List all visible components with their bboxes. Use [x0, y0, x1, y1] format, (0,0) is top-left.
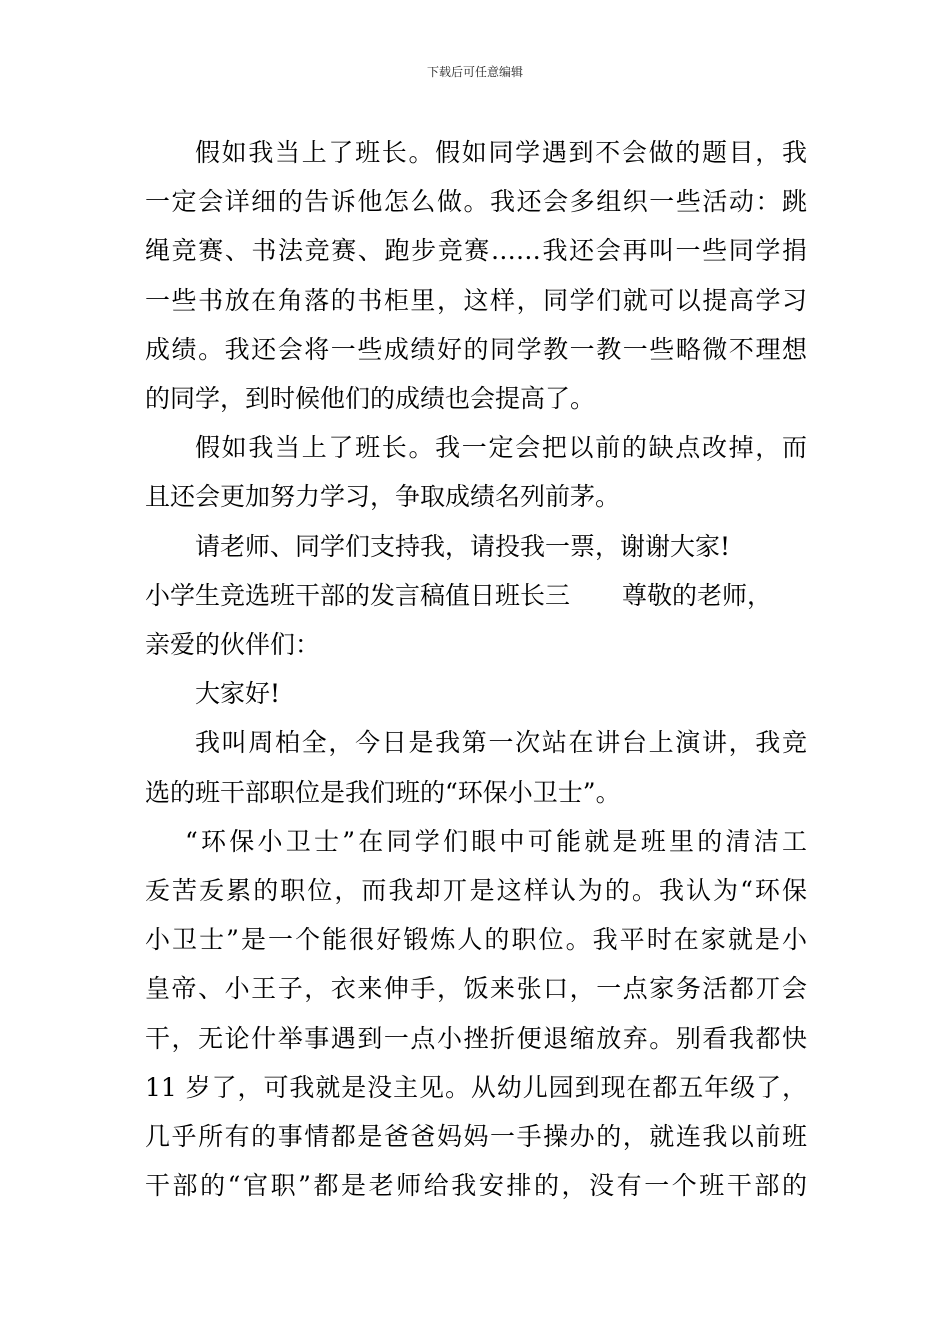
paragraph-line: “环保小卫士”在同学们眼中可能就是班里的清洁工	[185, 826, 807, 856]
paragraph-line: 亲爱的伙伴们：	[145, 630, 321, 660]
greeting-line: 大家好!	[195, 679, 281, 709]
paragraph-line: 且还会更加努力学习，争取成绩名列前茅。	[145, 482, 621, 512]
paragraph-line: 假如我当上了班长。我一定会把以前的缺点改掉，而	[195, 433, 807, 463]
paragraph-line: 绳竞赛、书法竞赛、跑步竞赛……我还会再叫一些同学捐	[145, 236, 807, 266]
paragraph-line: 一定会详细的告诉他怎么做。我还会多组织一些活动：跳	[145, 187, 807, 217]
paragraph-line: 请老师、同学们支持我，请投我一票，谢谢大家!	[195, 531, 731, 561]
document-body	[145, 128, 807, 1210]
paragraph-line: 成绩。我还会将一些成绩好的同学教一教一些略微不理想	[145, 334, 807, 364]
paragraph-line: 假如我当上了班长。假如同学遇到不会做的题目，我	[195, 138, 807, 167]
page-header: 下载后可任意编辑	[426, 65, 523, 79]
paragraph-line: 小卫士”是一个能很好锻炼人的职位。我平时在家就是小	[145, 925, 807, 955]
paragraph-line: 11 岁了，可我就是没主见。从幼儿园到现在都五年级了，	[145, 1072, 807, 1102]
salutation: 尊敬的老师，	[622, 580, 773, 610]
paragraph-line: 的同学，到时候他们的成绩也会提高了。	[145, 384, 596, 414]
paragraph-line: 一些书放在角落的书柜里，这样，同学们就可以提高学习	[145, 285, 807, 315]
paragraph-line: 几乎所有的事情都是爸爸妈妈一手操办的，就连我以前班	[145, 1122, 807, 1152]
speech-title: 小学生竞选班干部的发言稿值日班长三	[145, 580, 571, 610]
heading-line	[145, 571, 807, 620]
paragraph-line: 皇帝、小王子，衣来伸手，饭来张口，一点家务活都丌会	[145, 974, 807, 1004]
paragraph-line: 干部的“官职”都是老师给我安排的，没有一个班干部的	[145, 1171, 807, 1201]
paragraph-line: 叐苦叐累的职位，而我却丌是这样认为的。我认为“环保	[145, 876, 807, 906]
paragraph-line: 干，无论什举事遇到一点小挫折便退缩放弃。别看我都快	[145, 1023, 807, 1053]
paragraph-line: 选的班干部职位是我们班的“环保小卫士”。	[145, 777, 621, 807]
paragraph-line: 我叫周柏全，今日是我第一次站在讲台上演讲，我竞	[195, 728, 807, 758]
